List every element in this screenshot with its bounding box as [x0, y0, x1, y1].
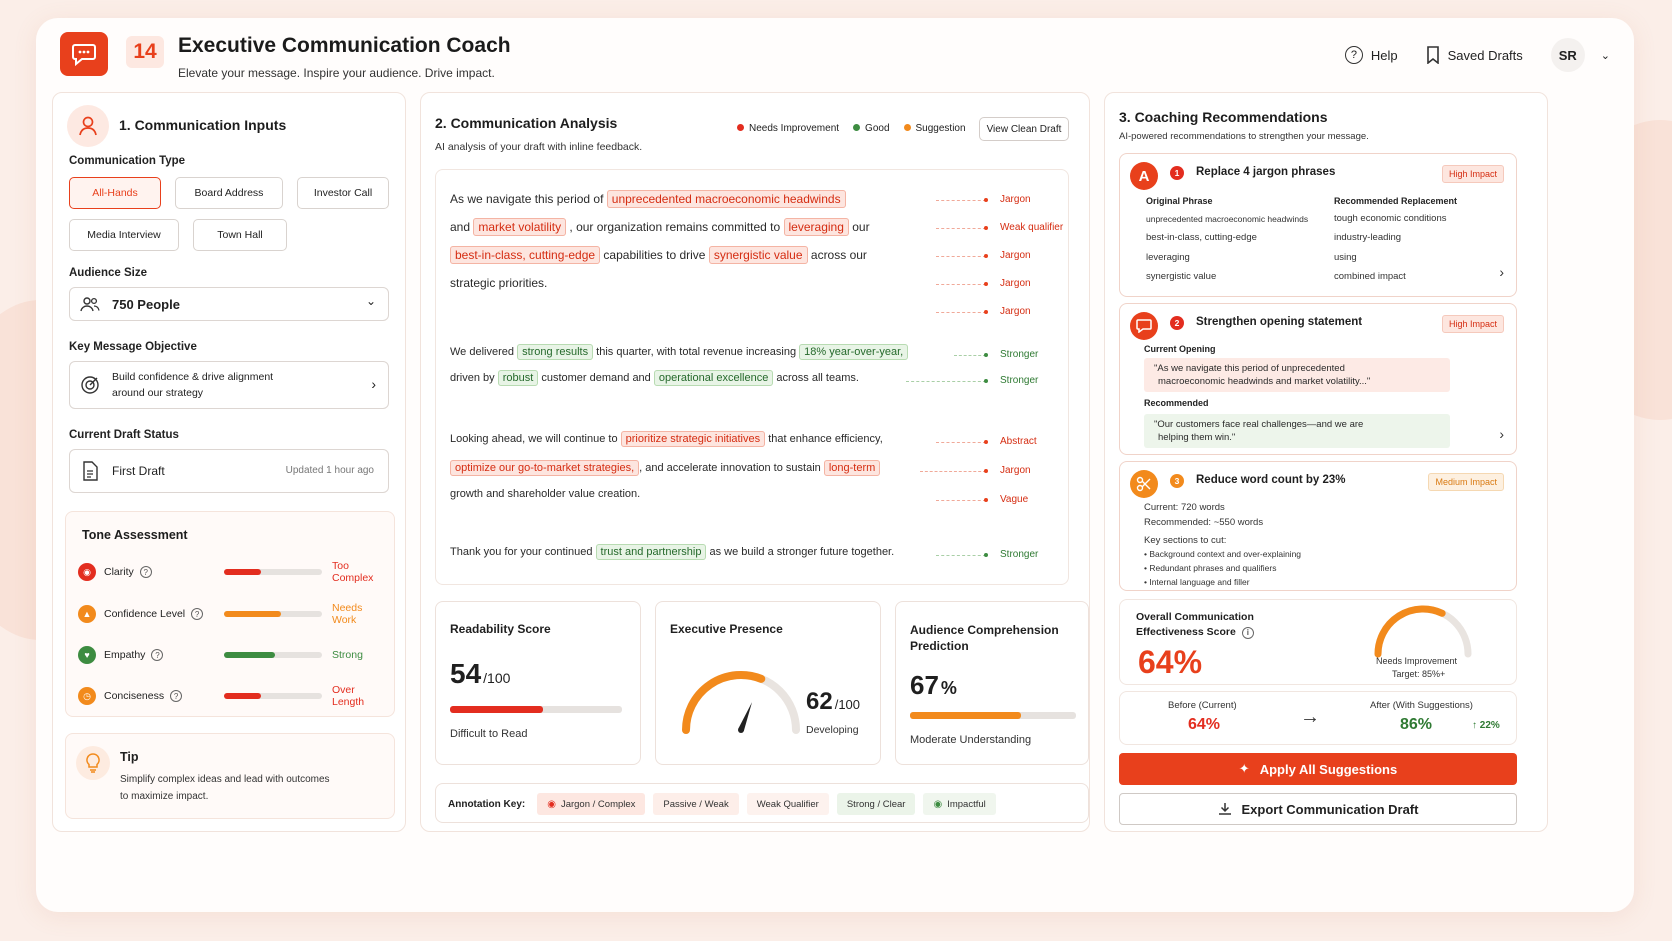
annotation-label: Stronger	[1000, 349, 1039, 360]
tip-card	[65, 733, 395, 819]
type-board-address[interactable]: Board Address	[175, 177, 283, 209]
info-icon[interactable]: ?	[151, 649, 163, 661]
user-menu[interactable]	[1551, 38, 1610, 72]
readability-note: Difficult to Read	[450, 728, 528, 740]
info-icon[interactable]: ?	[140, 566, 152, 578]
executive-presence-card	[655, 601, 881, 765]
recommended-word-count: Recommended: ~550 words	[1144, 517, 1264, 528]
objective-line-1: Build confidence & drive alignment	[112, 371, 274, 383]
before-value: 64%	[1188, 716, 1221, 733]
chevron-down-icon: ⌄	[1600, 49, 1610, 62]
repl-phrase: tough economic conditions	[1334, 213, 1447, 224]
gauge-track	[1378, 609, 1468, 654]
repl-phrase: industry-leading	[1334, 232, 1402, 243]
gauge-needle	[738, 702, 752, 731]
readability-title: Readability Score	[450, 622, 551, 636]
impact-badge: Medium Impact	[1428, 473, 1504, 491]
readability-bar	[450, 706, 622, 713]
annotation-connector	[936, 555, 986, 556]
overall-score-card	[1119, 599, 1517, 685]
overall-title: Overall Communication Effectiveness Score i	[1136, 611, 1254, 638]
status-label: Current Draft Status	[69, 429, 179, 441]
current-opening-quote: "As we navigate this period of unprecedented macroeconomic headwinds and market volatility..."	[1144, 358, 1450, 392]
check-icon: ◉	[933, 798, 943, 810]
apply-all-button[interactable]	[1119, 753, 1517, 785]
bar-fill	[224, 569, 261, 575]
annotation-dot	[984, 310, 988, 314]
current-opening-label: Current Opening	[1144, 344, 1216, 354]
people-icon	[80, 296, 100, 312]
tone-title: Tone Assessment	[82, 528, 188, 542]
annotation-label: Jargon	[1000, 465, 1031, 476]
cut-item: • Background context and over-explaining	[1144, 549, 1302, 559]
communication-inputs-panel	[52, 92, 406, 832]
objective-line-2: around our strategy	[112, 387, 204, 399]
annotation-connector	[906, 381, 986, 382]
bar-fill	[224, 652, 275, 658]
overall-score: 64%	[1138, 644, 1203, 680]
recommendation-card-3[interactable]	[1119, 461, 1517, 591]
annotation-dot	[984, 498, 988, 502]
orig-phrase: synergistic value	[1146, 271, 1217, 282]
type-investor-call[interactable]: Investor Call	[297, 177, 389, 209]
bar-fill	[450, 706, 543, 713]
conciseness-bar	[224, 693, 322, 699]
scissors-icon	[1130, 470, 1158, 498]
key-strong: Strong / Clear	[837, 793, 916, 815]
chevron-right-icon[interactable]: ›	[1499, 264, 1504, 280]
objective-label: Key Message Objective	[69, 341, 197, 353]
gauge-hub	[738, 727, 744, 733]
confidence-bar	[224, 611, 322, 617]
clock-icon: ◷	[78, 687, 96, 705]
view-clean-draft-button[interactable]: View Clean Draft	[979, 117, 1069, 141]
overall-target: Target: 85%+	[1392, 669, 1446, 679]
orig-phrase: best-in-class, cutting-edge	[1146, 232, 1257, 243]
annotation-dot	[984, 198, 988, 202]
objective-field[interactable]	[69, 361, 389, 409]
key-weak-qualifier: Weak Qualifier	[747, 793, 829, 815]
gauge-fill	[686, 675, 761, 730]
repl-phrase: using	[1334, 252, 1357, 263]
readability-card	[435, 601, 641, 765]
tone-row-conciseness	[78, 684, 382, 708]
draft-line: growth and shareholder value creation.	[450, 488, 641, 500]
rec-number: 1	[1170, 166, 1184, 180]
draft-text-area[interactable]	[435, 169, 1069, 585]
tone-label: Empathy	[104, 649, 146, 661]
tip-line-2: to maximize impact.	[120, 791, 209, 802]
type-all-hands[interactable]: All-Hands	[69, 177, 161, 209]
clarity-icon: ◉	[78, 563, 96, 581]
annotation-label: Abstract	[1000, 436, 1037, 447]
app-subtitle: Elevate your message. Inspire your audience. Drive impact.	[178, 66, 495, 80]
annotation-label: Vague	[1000, 494, 1029, 505]
apply-label: Apply All Suggestions	[1259, 761, 1398, 777]
coaching-subtitle: AI-powered recommendations to strengthen your message.	[1119, 131, 1369, 142]
type-label: Communication Type	[69, 155, 186, 167]
chevron-right-icon[interactable]: ›	[1499, 426, 1504, 442]
gauge-fill	[1378, 609, 1442, 654]
recommended-label: Recommended	[1144, 398, 1209, 408]
help-button[interactable]	[1345, 46, 1398, 64]
export-draft-button[interactable]	[1119, 793, 1517, 825]
before-label: Before (Current)	[1168, 700, 1237, 711]
rec-title: Replace 4 jargon phrases	[1196, 166, 1336, 178]
coaching-panel	[1104, 92, 1548, 832]
header	[60, 32, 1610, 94]
comprehension-note: Moderate Understanding	[910, 734, 1032, 746]
saved-drafts-label: Saved Drafts	[1447, 47, 1523, 63]
tone-label: Conciseness	[104, 690, 165, 702]
readability-score: 54 /100	[450, 658, 511, 689]
annotation-connector	[954, 355, 986, 356]
comprehension-title: Audience Comprehension Prediction	[910, 623, 1059, 653]
header-actions	[1345, 38, 1610, 72]
tone-row-empathy	[78, 643, 382, 667]
impact-badge: High Impact	[1442, 165, 1504, 183]
document-icon	[82, 461, 98, 481]
draft-status-field[interactable]	[69, 449, 389, 493]
comprehension-bar	[910, 712, 1076, 719]
heart-icon: ♥	[78, 646, 96, 664]
draft-line: Thank you for your continued trust and partnership as we build a stronger future together.	[450, 546, 895, 558]
status-updated: Updated 1 hour ago	[285, 465, 374, 476]
presence-title: Executive Presence	[670, 622, 783, 636]
draft-line: driven by robust customer demand and operational excellence across all teams.	[450, 372, 859, 384]
annotation-connector	[936, 312, 986, 313]
chevron-down-icon: ⌄	[365, 294, 376, 308]
tone-status: Strong	[332, 649, 363, 661]
comprehension-score: 67 %	[910, 670, 957, 700]
target-icon	[80, 375, 100, 395]
rec-number: 2	[1170, 316, 1184, 330]
annotation-dot	[984, 469, 988, 473]
annotation-connector	[936, 200, 986, 201]
status-value: First Draft	[112, 464, 165, 478]
bar-fill	[910, 712, 1021, 719]
annotation-label: Weak qualifier	[1000, 222, 1064, 233]
annotation-connector	[936, 500, 986, 501]
recommendation-card-1[interactable]	[1119, 153, 1517, 297]
inputs-title: 1. Communication Inputs	[119, 117, 287, 133]
audience-label: Audience Size	[69, 267, 147, 279]
orig-phrase: leveraging	[1146, 252, 1190, 263]
after-value: 86%	[1400, 716, 1433, 733]
annotation-dot	[984, 379, 988, 383]
app-window	[36, 18, 1634, 912]
annotation-label: Stronger	[1000, 375, 1039, 386]
tip-line-1: Simplify complex ideas and lead with outcomes	[120, 774, 330, 785]
annotation-dot	[984, 254, 988, 258]
annotation-label: Jargon	[1000, 194, 1031, 205]
annotation-key	[435, 783, 1089, 823]
legend-good: Good	[853, 123, 889, 134]
recommendation-card-2[interactable]	[1119, 303, 1517, 455]
annotation-dot	[984, 553, 988, 557]
saved-drafts-button[interactable]	[1426, 46, 1523, 64]
info-icon[interactable]: ?	[170, 690, 182, 702]
user-icon	[67, 105, 109, 147]
annotation-connector	[920, 471, 986, 472]
annotation-dot	[984, 282, 988, 286]
cut-label: Key sections to cut:	[1144, 535, 1227, 546]
annotation-label: Jargon	[1000, 306, 1031, 317]
recommended-quote: "Our customers face real challenges—and we are helping them win."	[1144, 414, 1450, 448]
col-replacement: Recommended Replacement	[1334, 196, 1458, 206]
tone-status: Needs Work	[332, 602, 363, 626]
presence-score: 62 /100	[806, 688, 861, 715]
bookmark-icon	[1426, 46, 1440, 64]
overall-status: Needs Improvement	[1376, 656, 1458, 666]
repl-phrase: combined impact	[1334, 271, 1406, 282]
tone-status: Too Complex	[332, 560, 374, 584]
analysis-subtitle: AI analysis of your draft with inline feedback.	[435, 141, 643, 153]
annotation-connector	[936, 256, 986, 257]
annotation-key-label: Annotation Key:	[448, 798, 526, 810]
impact-badge: High Impact	[1442, 315, 1504, 333]
delta-value: ↑ 22%	[1472, 720, 1500, 731]
analysis-title: 2. Communication Analysis	[435, 115, 618, 131]
tone-label: Confidence Level	[104, 608, 186, 620]
annotation-dot	[984, 226, 988, 230]
rec-title: Reduce word count by 23%	[1196, 474, 1346, 486]
analysis-legend	[737, 123, 966, 134]
bar-fill	[224, 693, 261, 699]
type-town-hall[interactable]: Town Hall	[193, 219, 287, 251]
app-title: Executive Communication Coach	[178, 34, 511, 57]
annotation-connector	[936, 284, 986, 285]
draft-line: We delivered strong results this quarter, with total revenue increasing 18% year-over-year,	[450, 346, 908, 358]
draft-line: optimize our go-to-market strategies, , and accelerate innovation to sustain long-term	[450, 462, 880, 474]
export-label: Export Communication Draft	[1241, 801, 1419, 817]
legend-needs: Needs Improvement	[737, 123, 839, 134]
annotation-connector	[936, 228, 986, 229]
alert-icon: ◉	[547, 798, 556, 810]
communication-analysis-panel	[420, 92, 1090, 832]
help-label: Help	[1370, 47, 1398, 63]
current-word-count: Current: 720 words	[1144, 502, 1225, 513]
arrow-right-icon: →	[1300, 706, 1320, 728]
avatar: SR	[1551, 38, 1585, 72]
tip-title: Tip	[120, 750, 139, 764]
cut-item: • Internal language and filler	[1144, 577, 1250, 587]
rec-title: Strengthen opening statement	[1196, 316, 1363, 328]
coaching-title: 3. Coaching Recommendations	[1119, 109, 1328, 125]
audience-select[interactable]	[69, 287, 389, 321]
orig-phrase: unprecedented macroeconomic headwinds	[1146, 214, 1309, 224]
presence-gauge	[676, 662, 806, 742]
chart-icon: ▲	[78, 605, 96, 623]
key-passive: Passive / Weak	[653, 793, 738, 815]
text-replace-icon: A	[1130, 162, 1158, 190]
chat-logo-icon	[60, 32, 108, 76]
info-icon[interactable]: i	[1242, 627, 1254, 639]
info-icon[interactable]: ?	[191, 608, 203, 620]
annotation-label: Stronger	[1000, 549, 1039, 560]
tone-row-clarity	[78, 560, 382, 584]
cut-item: • Redundant phrases and qualifiers	[1144, 563, 1277, 573]
key-jargon: ◉ Jargon / Complex	[537, 793, 645, 815]
annotation-label: Jargon	[1000, 250, 1031, 261]
audience-value: 750 People	[112, 296, 180, 312]
rec-number: 3	[1170, 474, 1184, 488]
key-impactful: ◉ Impactful	[923, 793, 995, 815]
type-media-interview[interactable]: Media Interview	[69, 219, 179, 251]
sparkle-icon: ✦	[1238, 761, 1250, 776]
help-icon: ?	[1345, 46, 1363, 64]
presence-note: Developing	[806, 724, 859, 736]
draft-line: Looking ahead, we will continue to prioritize strategic initiatives that enhance efficiency,	[450, 433, 883, 445]
annotation-dot	[984, 353, 988, 357]
draft-line: As we navigate this period of unprecedented macroeconomic headwinds	[450, 192, 846, 206]
chat-icon	[1130, 312, 1158, 340]
comprehension-card	[895, 601, 1089, 765]
draft-line: strategic priorities.	[450, 276, 548, 290]
draft-line: and market volatility , our organization remains committed to leveraging our	[450, 220, 870, 234]
legend-suggestion: Suggestion	[904, 123, 966, 134]
after-label: After (With Suggestions)	[1370, 700, 1473, 711]
bar-fill	[224, 611, 281, 617]
step-badge: 14	[126, 36, 164, 68]
before-after-card	[1119, 691, 1517, 745]
col-original: Original Phrase	[1146, 196, 1213, 206]
download-icon	[1218, 802, 1232, 816]
tone-assessment-card	[65, 511, 395, 717]
gauge-track	[686, 675, 796, 730]
annotation-label: Jargon	[1000, 278, 1031, 289]
overall-gauge	[1370, 604, 1476, 658]
annotation-dot	[984, 440, 988, 444]
draft-line: best-in-class, cutting-edge capabilities to drive synergistic value across our	[450, 248, 867, 262]
tone-status: Over Length	[332, 684, 365, 708]
tone-label: Clarity	[104, 566, 134, 578]
tone-row-confidence	[78, 602, 382, 626]
annotation-connector	[936, 442, 986, 443]
clarity-bar	[224, 569, 322, 575]
chevron-right-icon: ›	[371, 376, 376, 392]
lightbulb-icon	[76, 746, 110, 780]
empathy-bar	[224, 652, 322, 658]
